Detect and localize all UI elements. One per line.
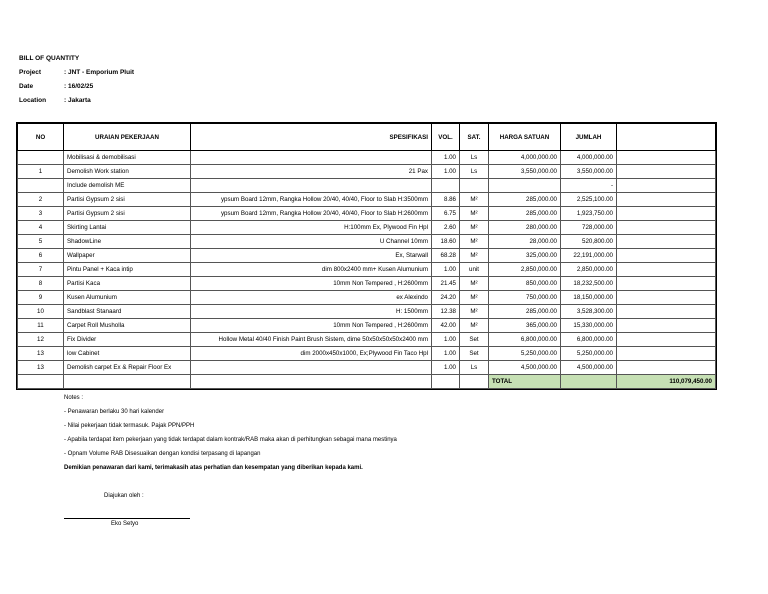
- cell-extra: [617, 319, 716, 333]
- cell-specification: [191, 333, 432, 347]
- cell-no: 9: [18, 291, 64, 305]
- cell-specification: [191, 151, 432, 165]
- cell-unit-price: 285,000.00: [489, 305, 561, 319]
- note-item: - Opnam Volume RAB Disesuaikan dengan kondisi terpasang di lapangan: [64, 451, 261, 457]
- cell-description: Partisi Gypsum 2 sisi: [64, 207, 191, 221]
- col-header-amount: JUMLAH: [561, 124, 617, 151]
- cell-amount: 4,500,000.00: [561, 361, 617, 375]
- location-label: Location: [19, 97, 47, 104]
- cell-volume: 8.86: [432, 193, 460, 207]
- cell-unit-price: 6,800,000.00: [489, 333, 561, 347]
- col-header-specification: SPESIFIKASI: [191, 124, 432, 151]
- cell-unit-price: 850,000.00: [489, 277, 561, 291]
- cell-volume: 1.00: [432, 165, 460, 179]
- cell-no: 4: [18, 221, 64, 235]
- project-value: : JNT - Emporium Pluit: [64, 69, 135, 76]
- cell-volume: 24.20: [432, 291, 460, 305]
- cell-specification: [191, 249, 432, 263]
- table-body: [18, 151, 716, 389]
- cell-no: 2: [18, 193, 64, 207]
- boq-table: [17, 123, 716, 389]
- cell-specification: [191, 277, 432, 291]
- cell-description: Demolish carpet Ex & Repair Floor Ex: [64, 361, 191, 375]
- cell-unit: M²: [460, 235, 489, 249]
- cell-specification: [191, 193, 432, 207]
- specification-text: U Channel 10mm: [379, 238, 428, 245]
- table-row: [18, 165, 716, 179]
- col-header-extra: [617, 124, 716, 151]
- cell-description: Skirting Lantai: [64, 221, 191, 235]
- table-row: [18, 193, 716, 207]
- cell-amount: 3,528,300.00: [561, 305, 617, 319]
- cell-extra: [617, 165, 716, 179]
- cell-extra: [617, 277, 716, 291]
- specification-text: dim 800x2400 mm+ Kusen Alumunium: [321, 266, 428, 273]
- table-row: [18, 333, 716, 347]
- specification-text: 21 Pax: [408, 168, 428, 175]
- cell-unit: M²: [460, 291, 489, 305]
- specification-text: 10mm Non Tempered , H:2600mm: [333, 322, 428, 329]
- cell-unit-price: 280,000.00: [489, 221, 561, 235]
- specification-text: H:100mm Ex, Plywood Fin Hpl: [344, 224, 428, 231]
- cell-no: 13: [18, 347, 64, 361]
- cell-unit: M²: [460, 207, 489, 221]
- cell-specification: [191, 221, 432, 235]
- specification-text: dim 2000x450x1000, Ex;Plywood Fin Taco Hpl: [300, 350, 428, 357]
- cell-unit-price: [489, 179, 561, 193]
- specification-text: ex Alexindo: [396, 294, 428, 301]
- cell-no: 10: [18, 305, 64, 319]
- cell-volume: 18.60: [432, 235, 460, 249]
- cell-extra: [617, 333, 716, 347]
- cell-specification: [191, 207, 432, 221]
- cell-no: 5: [18, 235, 64, 249]
- cell-empty: [191, 375, 432, 389]
- cell-specification: [191, 263, 432, 277]
- cell-specification: [191, 165, 432, 179]
- cell-extra: [617, 207, 716, 221]
- cell-unit-price: 750,000.00: [489, 291, 561, 305]
- cell-unit-price: 2,850,000.00: [489, 263, 561, 277]
- cell-extra: [617, 221, 716, 235]
- cell-no: [18, 179, 64, 193]
- date-label: Date: [19, 83, 34, 90]
- cell-unit: M²: [460, 277, 489, 291]
- table-row: [18, 263, 716, 277]
- cell-unit-price: 285,000.00: [489, 207, 561, 221]
- table-row: [18, 291, 716, 305]
- cell-no: 8: [18, 277, 64, 291]
- cell-unit-price: 325,000.00: [489, 249, 561, 263]
- cell-amount: 520,800.00: [561, 235, 617, 249]
- cell-description: Include demolish ME: [64, 179, 191, 193]
- table-row: [18, 249, 716, 263]
- cell-unit: Ls: [460, 165, 489, 179]
- table-row: [18, 347, 716, 361]
- cell-unit: Ls: [460, 361, 489, 375]
- cell-volume: 12.38: [432, 305, 460, 319]
- cell-specification: [191, 347, 432, 361]
- table-row: [18, 305, 716, 319]
- cell-extra: [617, 361, 716, 375]
- cell-unit-price: 365,000.00: [489, 319, 561, 333]
- cell-empty: [561, 375, 617, 389]
- specification-text: H: 1500mm: [396, 308, 428, 315]
- notes-title: Notes :: [64, 395, 84, 401]
- col-header-no: NO: [18, 124, 64, 151]
- cell-amount: 2,525,100.00: [561, 193, 617, 207]
- col-header-unit: SAT.: [460, 124, 489, 151]
- cell-unit-price: 28,000.00: [489, 235, 561, 249]
- total-row: [18, 375, 716, 389]
- cell-unit: M²: [460, 249, 489, 263]
- cell-specification: [191, 361, 432, 375]
- cell-amount: 2,850,000.00: [561, 263, 617, 277]
- cell-unit: M²: [460, 305, 489, 319]
- cell-description: ShadowLine: [64, 235, 191, 249]
- document-title: BILL OF QUANTITY: [19, 55, 80, 62]
- cell-volume: 1.00: [432, 263, 460, 277]
- cell-unit: M²: [460, 319, 489, 333]
- cell-amount: 6,800,000.00: [561, 333, 617, 347]
- cell-description: Mobilisasi & demobilisasi: [64, 151, 191, 165]
- cell-description: Kusen Alumunium: [64, 291, 191, 305]
- cell-amount: 5,250,000.00: [561, 347, 617, 361]
- total-label: TOTAL: [489, 375, 561, 389]
- cell-unit-price: 4,500,000.00: [489, 361, 561, 375]
- specification-text: 10mm Non Tempered , H:2600mm: [333, 280, 428, 287]
- signature-line: [64, 518, 190, 519]
- cell-specification: [191, 305, 432, 319]
- closing-statement: Demikian penawaran dari kami, terimakasih atas perhatian dan kesempatan yang diberikan kepada kami.: [64, 465, 363, 471]
- cell-volume: 42.00: [432, 319, 460, 333]
- specification-text: ypsum Board 12mm, Rangka Hollow 20/40, 40/40, Floor to Slab H:2600mm: [220, 210, 428, 217]
- cell-no: 6: [18, 249, 64, 263]
- cell-description: Sandblast Stanaard: [64, 305, 191, 319]
- table-row: [18, 319, 716, 333]
- cell-description: low Cabinet: [64, 347, 191, 361]
- cell-specification: [191, 319, 432, 333]
- cell-no: [18, 151, 64, 165]
- cell-empty: [64, 375, 191, 389]
- specification-text: Ex, Starwall: [395, 252, 428, 259]
- cell-extra: [617, 249, 716, 263]
- cell-unit: unit: [460, 263, 489, 277]
- project-label: Project: [19, 69, 42, 76]
- cell-specification: [191, 235, 432, 249]
- table-header-row: [18, 124, 716, 151]
- cell-specification: [191, 291, 432, 305]
- table-row: [18, 221, 716, 235]
- table-row: [18, 277, 716, 291]
- cell-volume: 6.75: [432, 207, 460, 221]
- cell-extra: [617, 151, 716, 165]
- cell-no: 7: [18, 263, 64, 277]
- cell-amount: 4,000,000.00: [561, 151, 617, 165]
- cell-empty: [460, 375, 489, 389]
- date-value: : 16/02/25: [64, 83, 94, 90]
- cell-unit-price: 4,000,000.00: [489, 151, 561, 165]
- cell-description: Wallpaper: [64, 249, 191, 263]
- cell-description: Demolish Work station: [64, 165, 191, 179]
- cell-amount: 728,000.00: [561, 221, 617, 235]
- cell-extra: [617, 347, 716, 361]
- cell-no: 1: [18, 165, 64, 179]
- table-row: [18, 151, 716, 165]
- cell-unit-price: 3,550,000.00: [489, 165, 561, 179]
- specification-text: Hollow Metal 40/40 Finish Paint Brush Sistem, dime 50x50x50x50x2400 mm: [218, 336, 428, 343]
- submitted-by-label: Diajukan oleh :: [104, 493, 144, 499]
- cell-unit-price: 285,000.00: [489, 193, 561, 207]
- specification-text: ypsum Board 12mm, Rangka Hollow 20/40, 40/40, Floor to Slab H:3500mm: [220, 196, 428, 203]
- cell-volume: [432, 179, 460, 193]
- cell-no: 13: [18, 361, 64, 375]
- cell-unit: M²: [460, 193, 489, 207]
- cell-unit: Set: [460, 347, 489, 361]
- cell-volume: 1.00: [432, 151, 460, 165]
- cell-description: Fix Divider: [64, 333, 191, 347]
- cell-volume: 1.00: [432, 347, 460, 361]
- cell-unit: Set: [460, 333, 489, 347]
- cell-extra: [617, 291, 716, 305]
- cell-extra: [617, 193, 716, 207]
- cell-extra: [617, 235, 716, 249]
- cell-volume: 68.28: [432, 249, 460, 263]
- cell-empty: [432, 375, 460, 389]
- cell-description: Carpet Roll Musholla: [64, 319, 191, 333]
- table-row: [18, 361, 716, 375]
- signer-name: Eko Setyo: [111, 521, 139, 527]
- cell-description: Partisi Kaca: [64, 277, 191, 291]
- total-value: 110,079,450.00: [617, 375, 716, 389]
- table-row: [18, 179, 716, 193]
- cell-amount: 22,191,000.00: [561, 249, 617, 263]
- cell-unit-price: 5,250,000.00: [489, 347, 561, 361]
- note-item: - Penawaran berlaku 30 hari kalender: [64, 409, 165, 415]
- cell-extra: [617, 179, 716, 193]
- cell-volume: 1.00: [432, 333, 460, 347]
- cell-empty: [18, 375, 64, 389]
- cell-unit: [460, 179, 489, 193]
- cell-unit: M²: [460, 221, 489, 235]
- note-item: - Apabila terdapat item pekerjaan yang tidak terdapat dalam kontrak/RAB maka akan di perhitungkan sebagai mana mestinya: [64, 437, 397, 443]
- cell-amount: 1,923,750.00: [561, 207, 617, 221]
- cell-amount: -: [561, 179, 617, 193]
- cell-description: Partisi Gypsum 2 sisi: [64, 193, 191, 207]
- cell-amount: 3,550,000.00: [561, 165, 617, 179]
- cell-extra: [617, 305, 716, 319]
- cell-amount: 18,232,500.00: [561, 277, 617, 291]
- cell-amount: 15,330,000.00: [561, 319, 617, 333]
- col-header-unit-price: HARGA SATUAN: [489, 124, 561, 151]
- cell-description: Pintu Panel + Kaca intip: [64, 263, 191, 277]
- col-header-description: URAIAN PEKERJAAN: [64, 124, 191, 151]
- note-item: - Nilai pekerjaan tidak termasuk. Pajak PPN/PPH: [64, 423, 195, 429]
- cell-no: 12: [18, 333, 64, 347]
- cell-volume: 2.60: [432, 221, 460, 235]
- cell-volume: 21.45: [432, 277, 460, 291]
- col-header-volume: VOL.: [432, 124, 460, 151]
- cell-no: 11: [18, 319, 64, 333]
- table-row: [18, 235, 716, 249]
- cell-volume: 1.00: [432, 361, 460, 375]
- cell-no: 3: [18, 207, 64, 221]
- cell-amount: 18,150,000.00: [561, 291, 617, 305]
- cell-specification: [191, 179, 432, 193]
- cell-unit: Ls: [460, 151, 489, 165]
- location-value: : Jakarta: [64, 97, 91, 104]
- table-row: [18, 207, 716, 221]
- cell-extra: [617, 263, 716, 277]
